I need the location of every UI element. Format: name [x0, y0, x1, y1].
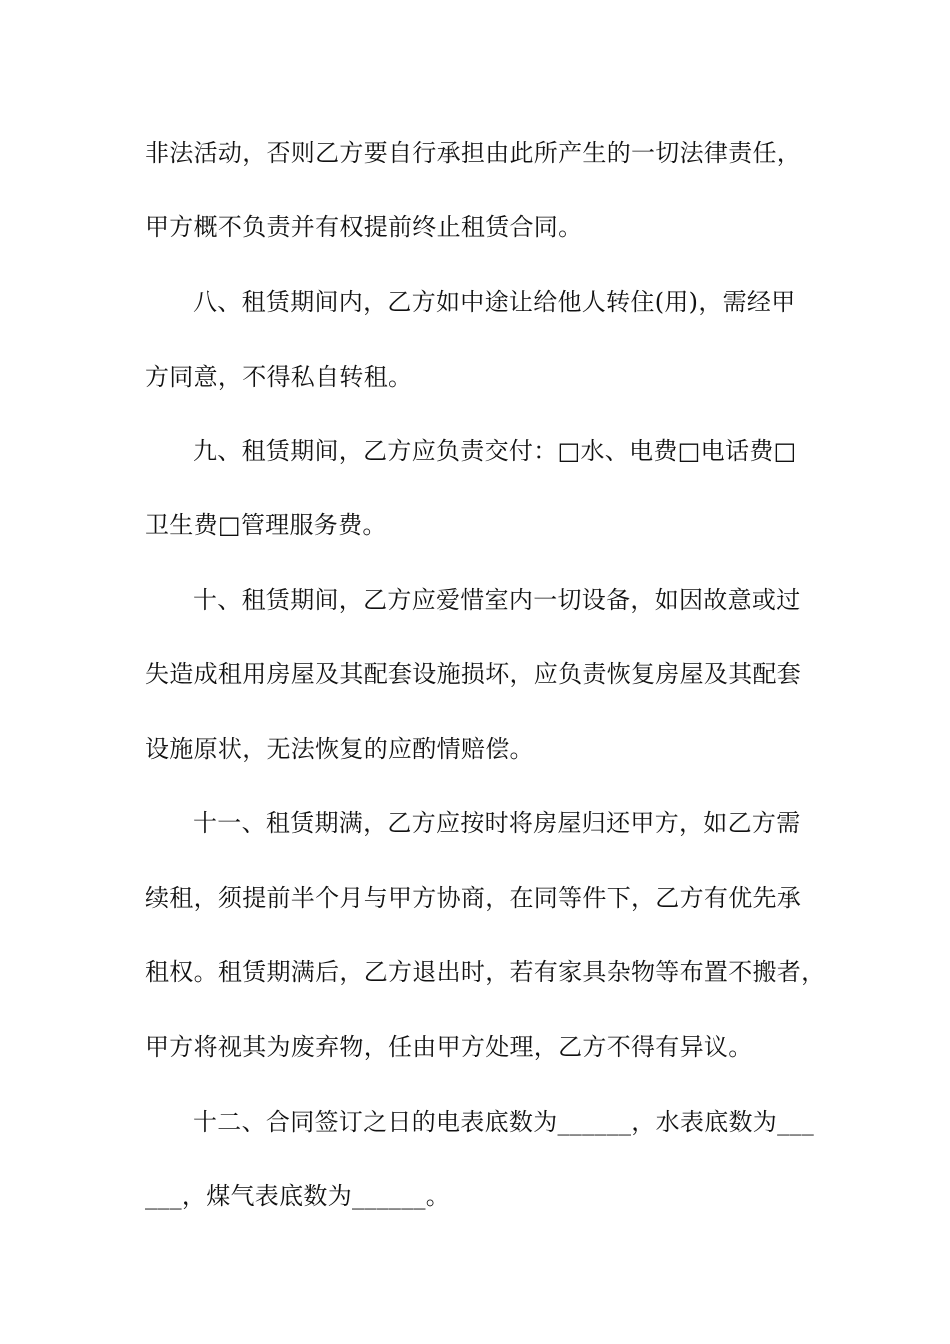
clause-12-line-1: 十二、合同签订之日的电表底数为______，水表底数为___ — [193, 1108, 814, 1136]
clause-10-line-3: 设施原状，无法恢复的应酌情赔偿。 — [145, 735, 534, 763]
text-line-1: 非法活动，否则乙方要自行承担由此所产生的一切法律责任， — [145, 139, 802, 167]
clause-11-line-2: 续租，须提前半个月与甲方协商，在同等件下，乙方有优先承 — [145, 884, 802, 912]
clause-8-line-2: 方同意，不得私自转租。 — [145, 363, 413, 391]
clause-9-line-2: 卫生费□管理服务费。 — [145, 511, 387, 539]
clause-10-line-2: 失造成租用房屋及其配套设施损坏，应负责恢复房屋及其配套 — [145, 660, 802, 688]
clause-11-line-4: 甲方将视其为废弃物，任由甲方处理，乙方不得有异议。 — [145, 1033, 753, 1061]
clause-12-line-2: ___，煤气表底数为______。 — [145, 1182, 451, 1210]
clause-11-line-3: 租权。租赁期满后，乙方退出时，若有家具杂物等布置不搬者， — [145, 958, 826, 986]
clause-9-line-1: 九、租赁期间，乙方应负责交付：□水、电费□电话费□ — [193, 437, 797, 465]
clause-8-line-1: 八、租赁期间内，乙方如中途让给他人转住(用)，需经甲 — [193, 288, 796, 316]
clause-10-line-1: 十、租赁期间，乙方应爱惜室内一切设备，如因故意或过 — [193, 586, 801, 614]
text-line-2: 甲方概不负责并有权提前终止租赁合同。 — [145, 213, 583, 241]
clause-11-line-1: 十一、租赁期满，乙方应按时将房屋归还甲方，如乙方需 — [193, 809, 801, 837]
